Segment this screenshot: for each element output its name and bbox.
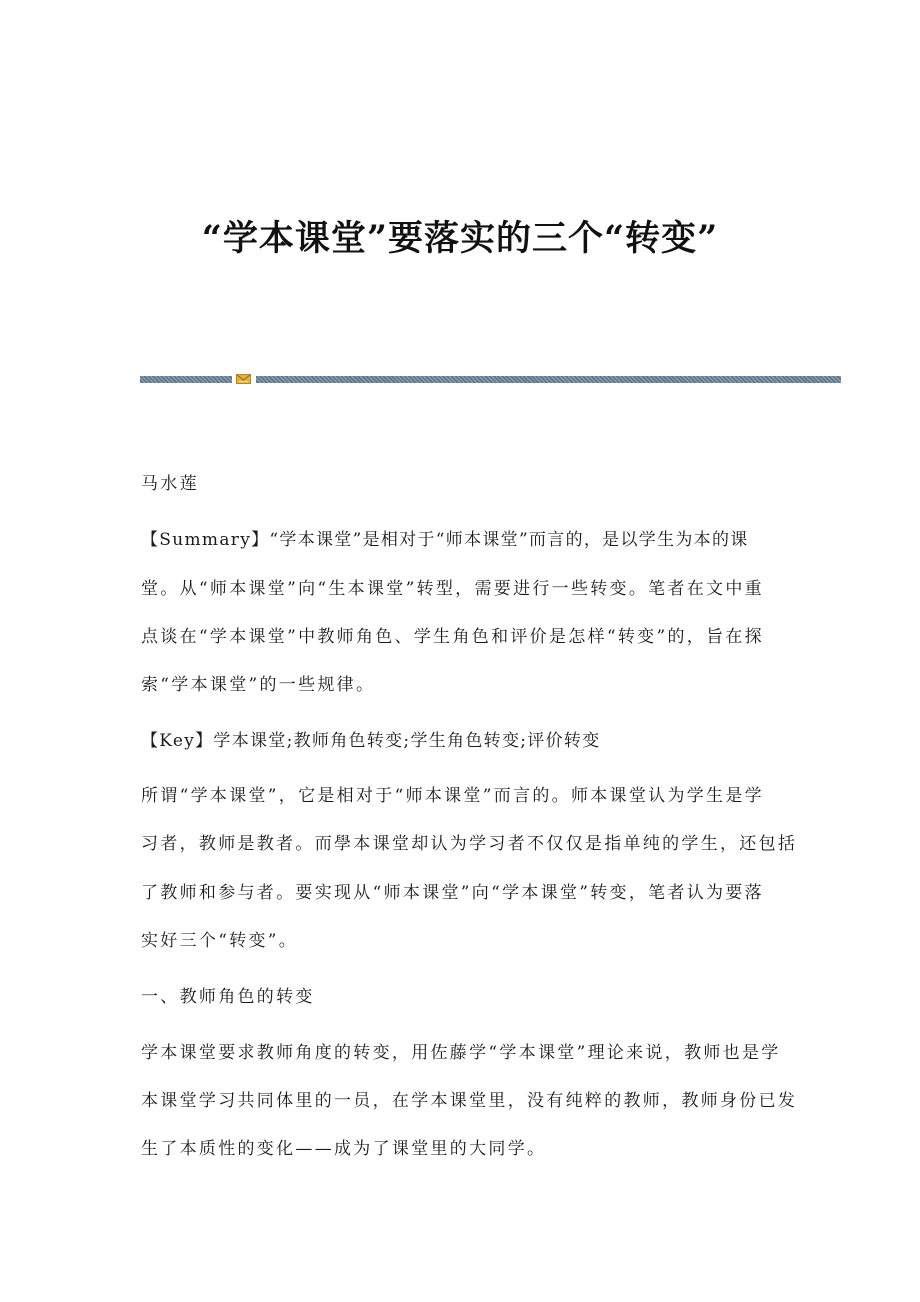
decorative-ornament-icon: [236, 373, 251, 385]
section-line: 学本课堂要求教师角度的转变，用佐藤学“学本课堂”理论来说，教师也是学: [141, 1043, 781, 1063]
divider-bar-right: [256, 376, 841, 383]
author-name: 马水莲: [141, 474, 199, 494]
document-title: “学本课堂”要落实的三个“转变”: [201, 218, 719, 259]
divider-bar-left: [140, 376, 232, 383]
summary-line: 堂。从“师本课堂”向“生本课堂”转型，需要进行一些转变。笔者在文中重: [141, 579, 764, 599]
summary-line: 点谈在“学本课堂”中教师角色、学生角色和评价是怎样“转变”的，旨在探: [141, 627, 764, 647]
keywords-line: 【Key】学本课堂;教师角色转变;学生角色转变;评价转变: [141, 731, 601, 751]
section-line: 本课堂学习共同体里的一员，在学本课堂里，没有纯粹的教师，教师身份已发: [141, 1091, 798, 1111]
intro-line: 了教师和参与者。要实现从“师本课堂”向“学本课堂”转变，笔者认为要落: [141, 883, 764, 903]
intro-line: 实好三个“转变”。: [141, 931, 299, 951]
section-line: 生了本质性的变化——成为了课堂里的大同学。: [141, 1139, 547, 1159]
title-divider: [140, 373, 841, 385]
summary-line: 【Summary】“学本课堂”是相对于“师本课堂”而言的，是以学生为本的课: [141, 530, 749, 550]
intro-line: 习者，教师是教者。而學本课堂却认为学习者不仅仅是指单纯的学生，还包括: [141, 834, 798, 854]
summary-line: 索“学本课堂”的一些规律。: [141, 675, 376, 695]
intro-line: 所谓“学本课堂”，它是相对于“师本课堂”而言的。师本课堂认为学生是学: [141, 786, 764, 806]
section-heading: 一、教师角色的转变: [141, 987, 315, 1007]
